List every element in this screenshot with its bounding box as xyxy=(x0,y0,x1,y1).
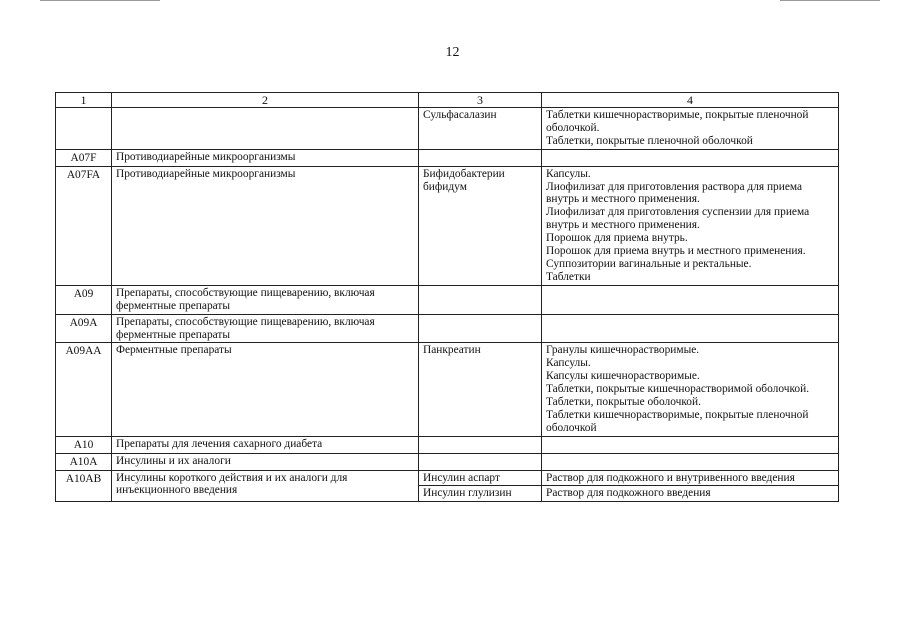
group-name-cell: Препараты, способствующие пищеварению, включая ферментные препараты xyxy=(112,285,419,314)
dosage-form-line: Раствор для подкожного введения xyxy=(546,487,711,500)
drug-name-cell xyxy=(419,436,542,453)
dosage-form-line: Таблетки, покрытые кишечнорастворимой оболочкой. xyxy=(546,383,810,396)
dosage-forms-cell xyxy=(542,453,839,470)
atc-code-cell: A07FA xyxy=(56,166,112,285)
page-number: 12 xyxy=(445,45,460,60)
column-header: 3 xyxy=(419,93,542,108)
drug-name-cell xyxy=(419,285,542,314)
drug-name-cell: Сульфасалазин xyxy=(419,108,542,150)
dosage-forms-cell xyxy=(542,149,839,166)
table-body xyxy=(56,108,839,502)
dosage-form-line: Таблетки xyxy=(546,270,591,283)
table-row xyxy=(56,453,839,470)
atc-code-cell xyxy=(56,108,112,150)
drug-name-cell xyxy=(419,314,542,343)
dosage-form-line: Таблетки, покрытые оболочкой. xyxy=(546,396,701,409)
table-row xyxy=(56,314,839,343)
group-name-cell: Ферментные препараты xyxy=(112,343,419,436)
dosage-forms-cell xyxy=(542,486,839,502)
header-row xyxy=(56,93,839,108)
atc-code-cell: A09A xyxy=(56,314,112,343)
atc-code-cell: A07F xyxy=(56,149,112,166)
atc-code-cell: A09AA xyxy=(56,343,112,436)
table-row xyxy=(56,470,839,486)
table-row xyxy=(56,149,839,166)
dosage-form-line: Порошок для приема внутрь. xyxy=(546,232,688,245)
drug-name-cell: Панкреатин xyxy=(419,343,542,436)
top-edge-line-right xyxy=(780,0,880,1)
table-row xyxy=(56,343,839,436)
dosage-forms-cell xyxy=(542,436,839,453)
dosage-form-line: Таблетки кишечнорастворимые, покрытые пленочной оболочкой. xyxy=(546,109,809,134)
atc-code-cell: A10A xyxy=(56,453,112,470)
dosage-forms-cell xyxy=(542,314,839,343)
dosage-forms-cell xyxy=(542,285,839,314)
group-name-cell xyxy=(112,108,419,150)
table-row xyxy=(56,436,839,453)
dosage-form-line: Суппозитории вагинальные и ректальные. xyxy=(546,257,752,270)
dosage-forms-cell xyxy=(542,470,839,486)
drug-name-cell xyxy=(419,149,542,166)
dosage-form-line: Таблетки кишечнорастворимые, покрытые пленочной оболочкой xyxy=(546,408,809,434)
group-name-cell: Инсулины короткого действия и их аналоги для инъекционного введения xyxy=(112,470,419,502)
dosage-form-line: Раствор для подкожного и внутривенного введения xyxy=(546,471,795,484)
table-row xyxy=(56,166,839,285)
dosage-form-line: Гранулы кишечнорастворимые. xyxy=(546,344,700,357)
group-name-cell: Препараты для лечения сахарного диабета xyxy=(112,436,419,453)
drug-list-table xyxy=(55,92,839,502)
dosage-form-line: Таблетки, покрытые пленочной оболочкой xyxy=(546,134,753,147)
column-header: 2 xyxy=(112,93,419,108)
dosage-form-line: Лиофилизат для приготовления раствора для приема внутрь и местного применения. xyxy=(546,180,803,206)
group-name-cell: Инсулины и их аналоги xyxy=(112,453,419,470)
dosage-forms-cell xyxy=(542,166,839,285)
drug-name-cell xyxy=(419,453,542,470)
dosage-form-line: Капсулы кишечнорастворимые. xyxy=(546,370,700,383)
dosage-form-line: Лиофилизат для приготовления суспензии для приема внутрь и местного применения. xyxy=(546,206,810,232)
atc-code-cell: A10AB xyxy=(56,470,112,502)
top-edge-line-left xyxy=(40,0,160,1)
dosage-forms-cell xyxy=(542,108,839,150)
table-row xyxy=(56,108,839,150)
drug-name-cell: Инсулин аспарт xyxy=(419,470,542,486)
dosage-form-line: Капсулы. xyxy=(546,357,591,370)
column-header: 1 xyxy=(56,93,112,108)
drug-name-cell: Инсулин глулизин xyxy=(419,486,542,502)
group-name-cell: Препараты, способствующие пищеварению, включая ферментные препараты xyxy=(112,314,419,343)
dosage-forms-cell xyxy=(542,343,839,436)
group-name-cell: Противодиарейные микроорганизмы xyxy=(112,166,419,285)
atc-code-cell: A09 xyxy=(56,285,112,314)
atc-code-cell: A10 xyxy=(56,436,112,453)
group-name-cell: Противодиарейные микроорганизмы xyxy=(112,149,419,166)
table-row xyxy=(56,285,839,314)
dosage-form-line: Капсулы. xyxy=(546,167,591,180)
column-header: 4 xyxy=(542,93,839,108)
drug-name-cell: Бифидобактерии бифидум xyxy=(419,166,542,285)
dosage-form-line: Порошок для приема внутрь и местного применения. xyxy=(546,245,806,258)
